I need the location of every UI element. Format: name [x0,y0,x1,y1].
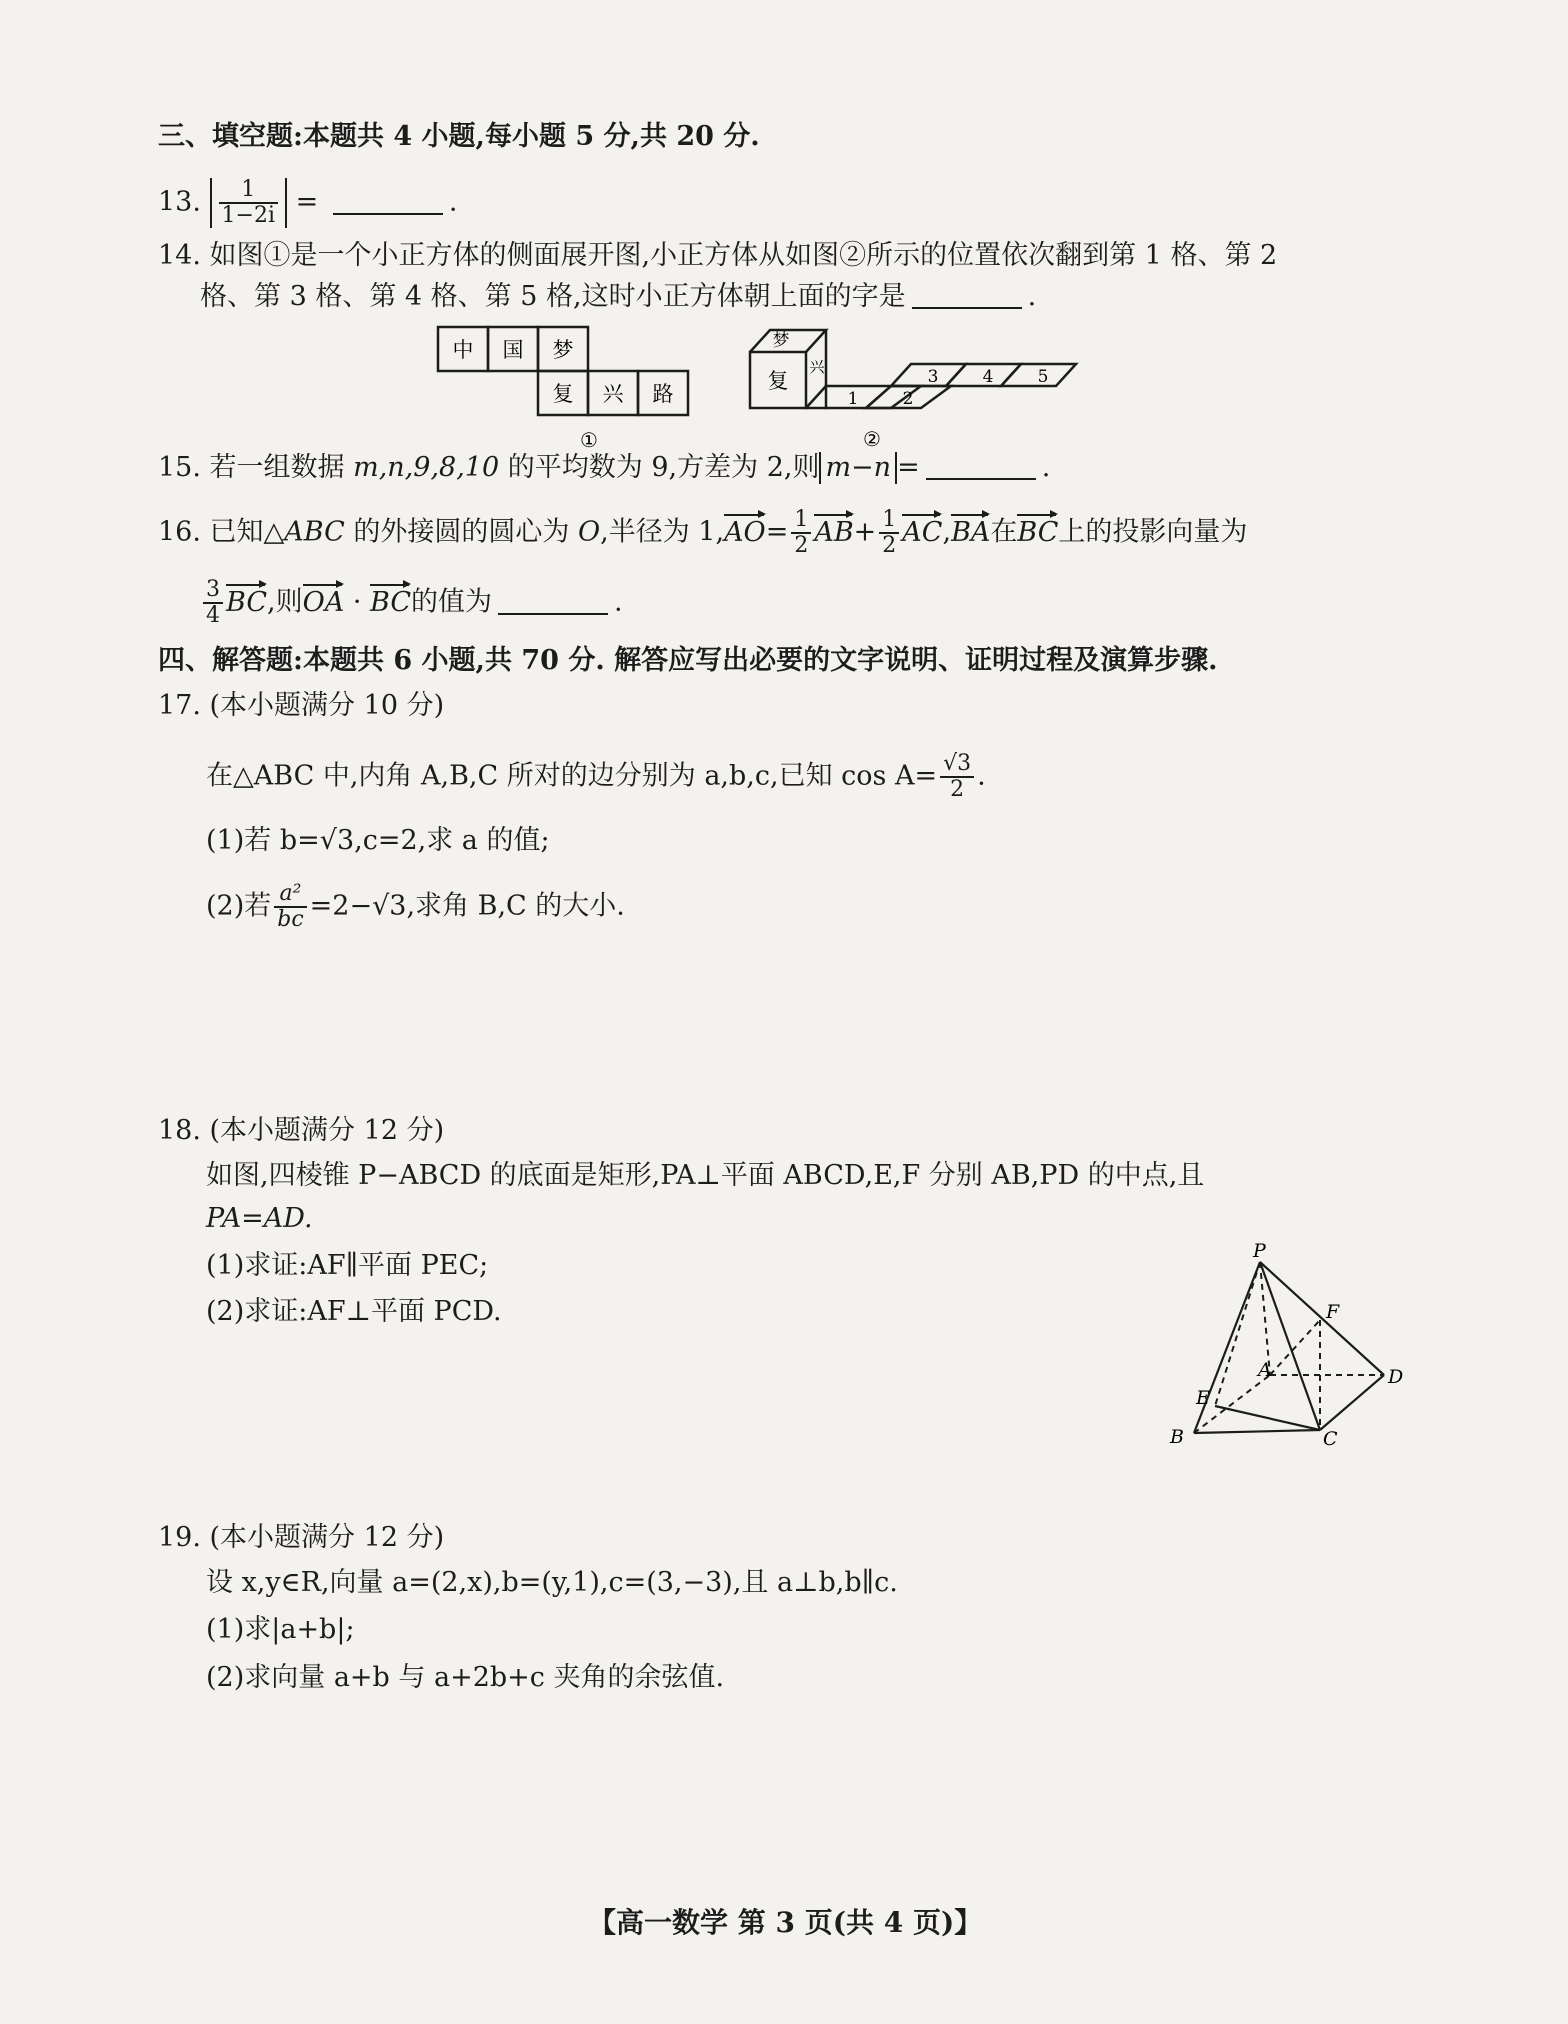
q16-half-2 [879,508,899,558]
pyramid-label-a: A [1258,1359,1272,1381]
q15-end: . [1041,452,1051,483]
vector-bc-3: BC [370,586,412,618]
q15-text-c: 的平均数为 9,方差为 2,则 [507,452,820,483]
q16-eq: = [765,516,789,548]
q17-part-2 [206,882,625,932]
q17-p2-num: a² [274,882,306,908]
grid-cell-3: 3 [927,367,939,387]
q16-half-2-den: 2 [882,533,897,559]
grid-cell-1: 1 [847,389,859,409]
vector-ba: BA [951,516,991,548]
net-cell-2: 国 [502,338,524,362]
q17-cos-num: √3 [940,752,974,778]
q15-equals: = [897,452,920,483]
q16-3q-num: 3 [203,578,223,604]
q16-half-2-num: 1 [879,508,899,534]
q13-abs [210,178,287,228]
vector-oa: OA [302,586,345,618]
vector-bc: BC [1017,516,1059,548]
cube-front-face: 复 [767,369,789,393]
q19-line-1: 设 x,y∈R,向量 a=(2,x),b=(y,1),c=(3,−3),且 a⊥b,b∥c. [206,1567,898,1598]
q18-line-2: PA=AD. [206,1203,313,1234]
question-15 [158,452,1050,484]
net-cell-6: 路 [652,382,674,406]
page-footer: 【高一数学 第 3 页(共 4 页)】 [588,1906,983,1939]
q14-line-2-text: 格、第 3 格、第 4 格、第 5 格,这时小正方体朝上面的字是 [200,281,906,312]
section-4-title: 四、解答题:本题共 6 小题,共 70 分. 解答应写出必要的文字说明、证明过程及演算步骤. [158,645,1218,676]
q16-half-1 [791,508,811,558]
q17-cos-den: 2 [950,777,965,803]
vector-bc-2: BC [226,586,268,618]
q18-line-1: 如图,四棱锥 P−ABCD 的底面是矩形,PA⊥平面 ABCD,E,F 分别 AB,PD 的中点,且 [206,1160,1205,1191]
figure-2-cube-path [745,322,1115,462]
cube-side-face: 兴 [809,358,825,376]
q16-end: . [614,586,623,618]
cube-top-face: 梦 [772,331,790,351]
q16-dot: · [344,586,370,618]
q16-text-f: 上的投影向量为 [1058,516,1248,548]
question-14-line-2 [200,281,1036,313]
net-cell-1: 中 [452,338,474,362]
vector-ac: AC [902,516,943,548]
q16-text-g: ,则 [267,586,303,618]
net-cell-5: 兴 [602,382,624,406]
q17-p2-b: =2−√3,求角 B,C 的大小. [309,890,625,922]
q17-cos-fraction [940,752,974,802]
q15-text-a: 15. 若一组数据 [158,452,345,483]
q17-stem [206,752,986,802]
q17-stem-end: . [977,760,986,792]
q15-abs-expression: m−n [819,452,897,484]
figure-1-cube-net [436,325,696,460]
q14-answer-blank [912,307,1022,309]
vector-ao: AO [724,516,766,548]
q16-text-c: 的外接圆的圆心为 [353,516,570,548]
q15-answer-blank [926,478,1036,480]
q13-numerator: 1 [219,178,278,204]
q13-equals: = [295,186,319,218]
q19-part-2: (2)求向量 a+b 与 a+2b+c 夹角的余弦值. [206,1662,725,1693]
q17-stem-text: 在△ABC 中,内角 A,B,C 所对的边分别为 a,b,c,已知 cos A= [206,760,938,792]
q13-number: 13. [158,186,201,218]
q17-part-1: (1)若 b=√3,c=2,求 a 的值; [206,825,550,856]
q16-answer-blank [498,613,608,615]
q19-part-1: (1)求|a+b|; [206,1614,355,1645]
q16-comma: , [942,516,952,548]
vector-ab: AB [814,516,854,548]
pyramid-label-p: P [1253,1240,1266,1262]
figure-1-label: ① [580,428,598,452]
q13-answer-blank [333,213,443,215]
question-16-line-1 [158,508,1247,558]
q18-part-2: (2)求证:AF⊥平面 PCD. [206,1296,502,1327]
pyramid-label-c: C [1323,1428,1338,1450]
pyramid-label-f: F [1326,1301,1340,1323]
net-cell-4: 复 [552,382,574,406]
q16-zai: 在 [990,516,1018,548]
q15-data-set: m,n,9,8,10 [353,452,500,483]
pyramid-label-b: B [1170,1426,1184,1448]
q18-heading: 18. (本小题满分 12 分) [158,1115,445,1146]
q16-three-quarters [203,578,223,628]
q17-heading: 17. (本小题满分 10 分) [158,690,445,721]
q16-text-e: ,半径为 1, [600,516,725,548]
grid-cell-5: 5 [1037,367,1049,387]
q17-p2-fraction [274,882,306,932]
q16-triangle: ABC [284,516,345,548]
q13-denominator: 1−2i [221,203,276,229]
net-cell-3: 梦 [552,338,574,362]
q17-p2-a: (2)若 [206,890,272,922]
pyramid-label-e: E [1196,1387,1210,1409]
question-13 [158,178,457,228]
figure-2-label: ② [863,427,881,451]
grid-cell-2: 2 [902,389,914,409]
pyramid-label-d: D [1388,1366,1404,1388]
pyramid-figure [1160,1240,1420,1450]
question-16-line-2 [200,578,623,628]
q13-fraction [219,178,278,228]
q16-half-1-num: 1 [791,508,811,534]
q16-text-a: 16. 已知△ [158,516,285,548]
q17-p2-den: bc [277,907,304,933]
q14-end: . [1027,281,1037,312]
q16-center: O [577,516,601,548]
grid-cell-4: 4 [982,367,994,387]
section-3-title: 三、填空题:本题共 4 小题,每小题 5 分,共 20 分. [158,121,760,152]
q19-heading: 19. (本小题满分 12 分) [158,1522,445,1553]
question-14-line-1: 14. 如图①是一个小正方体的侧面展开图,小正方体从如图②所示的位置依次翻到第 1 格、第 2 [158,240,1278,271]
q13-end: . [448,186,458,218]
q16-plus: + [853,516,877,548]
q18-part-1: (1)求证:AF∥平面 PEC; [206,1250,489,1281]
q16-3q-den: 4 [206,603,220,629]
q16-half-1-den: 2 [794,533,809,559]
q16-text-h: 的值为 [411,586,493,618]
